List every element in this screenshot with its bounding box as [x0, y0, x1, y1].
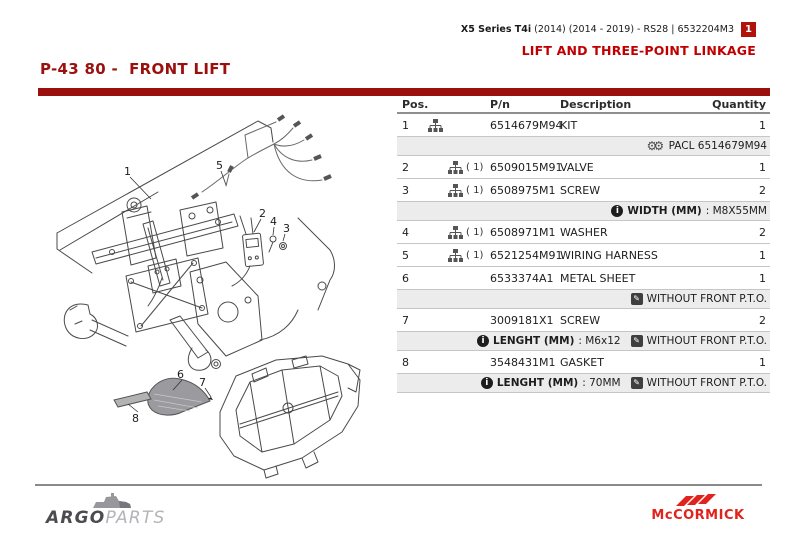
table-row	[397, 351, 770, 374]
table-row	[397, 244, 770, 267]
callout-5: 5	[216, 159, 223, 172]
callout-3: 3	[283, 222, 290, 235]
note-segment	[631, 377, 767, 389]
kit-count: ( 1)	[466, 249, 484, 261]
note-text: : M8X55MM	[705, 205, 767, 217]
pos-cell: 2	[402, 160, 409, 174]
pos-cell: 3	[402, 183, 409, 197]
note-icon	[631, 335, 643, 347]
table-row	[397, 179, 770, 202]
kit-icon-cell	[428, 161, 490, 174]
parts-diagram	[30, 100, 390, 485]
note-segment	[477, 335, 621, 347]
pos-cell: 8	[402, 355, 409, 369]
note-text: : 70MM	[582, 377, 621, 389]
note-icon	[631, 293, 643, 305]
series-detail: (2014) (2014 - 2019) - RS28 | 6532204M3	[531, 24, 734, 35]
kit-icon-cell	[428, 226, 490, 239]
note-text: WITHOUT FRONT P.T.O.	[646, 335, 767, 347]
note-label: LENGHT (MM)	[493, 335, 575, 347]
table-row	[397, 114, 770, 137]
part-number-cell: 3009181X1	[490, 313, 554, 327]
table-header-row	[397, 97, 770, 114]
parts-light-text: PARTS	[105, 508, 166, 528]
page-number-badge: 1	[741, 22, 756, 37]
callout-2: 2	[259, 207, 266, 220]
description-cell: WIRING HARNESS	[560, 248, 658, 262]
kit-icon-cell	[428, 119, 490, 132]
part-number-cell: 6514679M94	[490, 118, 563, 132]
kit-icon-cell	[428, 249, 490, 262]
callout-1: 1	[124, 165, 131, 178]
part-number-cell: 6508971M1	[490, 225, 556, 239]
note-icon	[631, 377, 643, 389]
kit-tree-icon	[448, 249, 463, 262]
note-content	[611, 205, 767, 217]
description-cell: KIT	[560, 118, 578, 132]
pos-cell: 1	[402, 118, 409, 132]
callout-8: 8	[132, 412, 139, 425]
section-title: LIFT AND THREE-POINT LINKAGE	[521, 43, 756, 58]
pos-cell: 4	[402, 225, 409, 239]
footer-divider	[35, 484, 762, 486]
mccormick-logo	[642, 492, 754, 523]
kit-count: ( 1)	[466, 184, 484, 196]
callout-7: 7	[199, 376, 206, 389]
quantity-cell: 1	[759, 271, 766, 285]
info-icon	[611, 205, 623, 217]
kit-tree-icon	[448, 161, 463, 174]
table-row	[397, 267, 770, 290]
note-text: : M6x12	[578, 335, 621, 347]
part-number-cell: 6508975M1	[490, 183, 556, 197]
document-header	[461, 22, 756, 58]
note-content	[631, 293, 767, 305]
pos-cell: 5	[402, 248, 409, 262]
kit-count: ( 1)	[466, 161, 484, 173]
gears-icon	[647, 140, 665, 152]
title-divider-bar	[38, 88, 770, 96]
quantity-cell: 1	[759, 118, 766, 132]
note-text: WITHOUT FRONT P.T.O.	[646, 377, 767, 389]
table-note-row	[397, 374, 770, 393]
info-icon	[477, 335, 489, 347]
description-cell: METAL SHEET	[560, 271, 636, 285]
info-icon	[481, 377, 493, 389]
note-segment	[647, 140, 767, 152]
table-note-row	[397, 290, 770, 309]
quantity-cell: 1	[759, 355, 766, 369]
table-note-row	[397, 137, 770, 156]
kit-icon-cell	[428, 184, 490, 197]
note-label: WIDTH (MM)	[627, 205, 702, 217]
table-note-row	[397, 202, 770, 221]
quantity-cell: 2	[759, 313, 766, 327]
kit-tree-icon	[448, 226, 463, 239]
column-header-description: Description	[560, 98, 632, 111]
table-note-row	[397, 332, 770, 351]
note-segment	[631, 293, 767, 305]
quantity-cell: 1	[759, 248, 766, 262]
part-number-cell: 3548431M1	[490, 355, 556, 369]
quantity-cell: 2	[759, 225, 766, 239]
note-content	[647, 140, 767, 152]
page-title: P-43 80 - FRONT LIFT	[40, 60, 231, 78]
description-cell: SCREW	[560, 313, 601, 327]
parts-table	[397, 97, 770, 393]
part-number-cell: 6521254M91	[490, 248, 563, 262]
table-row	[397, 309, 770, 332]
kit-count: ( 1)	[466, 226, 484, 238]
quantity-cell: 1	[759, 160, 766, 174]
column-header-pn: P/n	[490, 98, 510, 111]
column-header-pos: Pos.	[402, 98, 429, 111]
column-header-quantity: Quantity	[712, 98, 766, 111]
mccormick-stripes-icon	[668, 492, 728, 507]
argo-bold-text: ARGO	[46, 508, 106, 528]
mccormick-wordmark: McCORMICK	[651, 508, 745, 523]
parts-table-body	[397, 114, 770, 393]
kit-tree-icon	[448, 184, 463, 197]
pos-cell: 7	[402, 313, 409, 327]
pos-cell: 6	[402, 271, 409, 285]
note-segment	[631, 335, 767, 347]
note-content	[477, 335, 767, 347]
part-number-cell: 6533374A1	[490, 271, 554, 285]
part-number-cell: 6509015M91	[490, 160, 563, 174]
note-segment	[611, 205, 767, 217]
series-name: X5 Series T4i	[460, 24, 532, 35]
argoparts-wordmark	[46, 508, 165, 528]
quantity-cell: 2	[759, 183, 766, 197]
callout-6: 6	[177, 368, 184, 381]
table-row	[397, 156, 770, 179]
note-segment	[481, 377, 621, 389]
description-cell: WASHER	[560, 225, 608, 239]
argoparts-logo	[46, 492, 206, 532]
description-cell: GASKET	[560, 355, 604, 369]
note-label: LENGHT (MM)	[496, 377, 579, 389]
callout-4: 4	[270, 215, 277, 228]
table-row	[397, 221, 770, 244]
front-lift-exploded-drawing	[30, 100, 390, 485]
series-info	[461, 22, 756, 37]
note-text: PACL 6514679M94	[668, 140, 767, 152]
description-cell: VALVE	[560, 160, 594, 174]
description-cell: SCREW	[560, 183, 601, 197]
note-content	[481, 377, 767, 389]
note-text: WITHOUT FRONT P.T.O.	[646, 293, 767, 305]
kit-tree-icon	[428, 119, 443, 132]
